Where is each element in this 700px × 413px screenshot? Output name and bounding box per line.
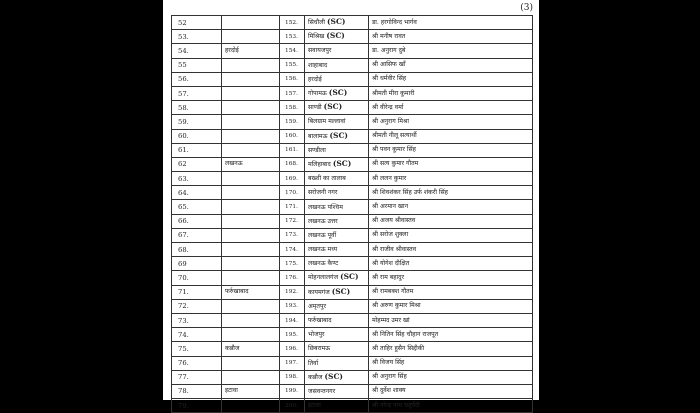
table-row	[172, 243, 533, 257]
table-row	[172, 384, 533, 398]
table-row	[172, 72, 533, 86]
table-row	[172, 271, 533, 285]
ac-number-cell: 194.	[280, 313, 305, 327]
candidate-cell: श्री वीरेन्द्र वर्मा	[369, 101, 533, 115]
district-cell	[222, 356, 280, 370]
page-number: (3)	[520, 3, 533, 13]
table-row	[172, 328, 533, 342]
candidate-cell: श्री ललन कुमार	[369, 172, 533, 186]
ac-number-cell: 168.	[280, 157, 305, 171]
table-row	[172, 143, 533, 157]
sc-reserved-tag: (SC)	[332, 158, 352, 168]
district-cell	[222, 243, 280, 257]
candidate-cell: श्रीमती नीलू सत्यार्थी	[369, 129, 533, 143]
table-row	[172, 157, 533, 171]
candidate-cell: श्री सरोज शुक्ला	[369, 228, 533, 242]
ac-number-cell: 159.	[280, 115, 305, 129]
district-cell	[222, 129, 280, 143]
district-cell	[222, 16, 280, 30]
constituency-cell	[305, 399, 369, 413]
ac-number-cell: 193.	[280, 299, 305, 313]
district-cell	[222, 299, 280, 313]
candidate-cell: श्री योगेश दीक्षित	[369, 257, 533, 271]
table-body	[172, 16, 533, 413]
ac-number-cell: 170.	[280, 186, 305, 200]
district-cell	[222, 200, 280, 214]
table-row	[172, 58, 533, 72]
ac-number-cell: 174.	[280, 243, 305, 257]
district-cell: हरदोई	[222, 44, 280, 58]
candidate-cell: श्री आसिफ खाँ	[369, 58, 533, 72]
table-row	[172, 214, 533, 228]
constituency-cell	[305, 257, 369, 271]
sc-reserved-tag: (SC)	[323, 102, 343, 112]
sc-reserved-tag: (SC)	[331, 286, 351, 296]
table-row	[172, 342, 533, 356]
constituency-name: अमृतपुर	[308, 302, 326, 310]
district-cell	[222, 399, 280, 413]
constituency-name: सिधौली	[308, 19, 325, 27]
constituency-cell	[305, 243, 369, 257]
ac-number-cell: 198.	[280, 370, 305, 384]
constituency-name: साण्डी	[308, 104, 322, 112]
ac-number-cell: 161.	[280, 143, 305, 157]
constituency-cell	[305, 200, 369, 214]
ac-number-cell: 160.	[280, 129, 305, 143]
candidate-cell: श्री अनुराग सिंह	[369, 370, 533, 384]
serial-number-cell: 60.	[172, 129, 222, 143]
constituency-cell	[305, 157, 369, 171]
serial-number-cell: 77.	[172, 370, 222, 384]
serial-number-cell: 70.	[172, 271, 222, 285]
constituency-cell	[305, 370, 369, 384]
constituency-name: सरोजनी नगर	[308, 189, 338, 197]
constituency-name: तिर्वा	[308, 359, 319, 367]
ac-number-cell: 171.	[280, 200, 305, 214]
ac-number-cell: 192.	[280, 285, 305, 299]
ac-number-cell: 155.	[280, 58, 305, 72]
candidate-cell: श्री अरमान खान	[369, 200, 533, 214]
candidate-cell: श्री मनीष रावत	[369, 30, 533, 44]
ac-number-cell: 156.	[280, 72, 305, 86]
district-cell	[222, 30, 280, 44]
district-cell	[222, 72, 280, 86]
constituency-cell	[305, 86, 369, 100]
ac-number-cell: 157.	[280, 86, 305, 100]
serial-number-cell: 54.	[172, 44, 222, 58]
table-row	[172, 30, 533, 44]
constituency-name: लखनऊ मध्य	[308, 246, 338, 254]
candidate-cell: श्रीमती मीरा कुमारी	[369, 86, 533, 100]
candidate-cell: श्री नरेन्द्र नाथ चतुर्वेदी	[369, 399, 533, 413]
serial-number-cell: 78.	[172, 384, 222, 398]
ac-number-cell: 197.	[280, 356, 305, 370]
constituency-cell	[305, 172, 369, 186]
constituency-cell	[305, 228, 369, 242]
district-cell	[222, 370, 280, 384]
district-cell	[222, 143, 280, 157]
serial-number-cell: 64.	[172, 186, 222, 200]
constituency-cell	[305, 214, 369, 228]
serial-number-cell: 68.	[172, 243, 222, 257]
candidate-cell: श्री धर्मवीर सिंह	[369, 72, 533, 86]
table-row	[172, 228, 533, 242]
sc-reserved-tag: (SC)	[326, 31, 345, 41]
constituency-name: फर्रुखाबाद	[308, 317, 332, 325]
constituency-name: लखनऊ कैण्ट	[308, 260, 339, 268]
serial-number-cell: 65.	[172, 200, 222, 214]
constituency-name: भोजपुर	[308, 331, 325, 339]
table-row	[172, 115, 533, 129]
constituency-name: मलिहाबाद	[308, 160, 331, 168]
serial-number-cell: 67.	[172, 228, 222, 242]
constituency-name: लखनऊ पूर्वी	[308, 231, 337, 239]
district-cell	[222, 115, 280, 129]
table-row	[172, 257, 533, 271]
ac-number-cell: 173.	[280, 228, 305, 242]
serial-number-cell: 63.	[172, 172, 222, 186]
constituency-name: लखनऊ उत्तर	[308, 217, 338, 225]
serial-number-cell: 59.	[172, 115, 222, 129]
serial-number-cell: 71.	[172, 285, 222, 299]
constituency-cell	[305, 129, 369, 143]
table-row	[172, 285, 533, 299]
constituency-cell	[305, 313, 369, 327]
constituency-name: हरदोई	[308, 75, 322, 83]
constituency-name: गोपामऊ	[308, 90, 327, 98]
serial-number-cell: 61.	[172, 143, 222, 157]
constituency-cell	[305, 44, 369, 58]
ac-number-cell: 169.	[280, 172, 305, 186]
serial-number-cell: 69	[172, 257, 222, 271]
table-row	[172, 313, 533, 327]
constituency-cell	[305, 186, 369, 200]
constituency-cell	[305, 58, 369, 72]
table-row	[172, 186, 533, 200]
constituency-name: जसवन्तनगर	[308, 387, 336, 395]
table-row	[172, 129, 533, 143]
serial-number-cell: 55	[172, 58, 222, 72]
constituency-name: सवायजपुर	[308, 47, 332, 55]
candidate-cell: डा. अनुराग दुबे	[369, 44, 533, 58]
document-page	[163, 0, 539, 410]
candidate-cell: श्री राजीव श्रीवास्तव	[369, 243, 533, 257]
serial-number-cell: 72.	[172, 299, 222, 313]
sc-reserved-tag: (SC)	[328, 88, 348, 98]
candidate-cell: श्री शिवशंकर सिंह उर्फ शंकरी सिंह	[369, 186, 533, 200]
district-cell	[222, 214, 280, 228]
constituency-name: शाहाबाद	[308, 61, 328, 69]
ac-number-cell: 195.	[280, 328, 305, 342]
district-cell: इटावा	[222, 384, 280, 398]
constituency-cell	[305, 285, 369, 299]
candidate-table	[171, 15, 533, 413]
serial-number-cell: 76.	[172, 356, 222, 370]
district-cell	[222, 257, 280, 271]
candidate-cell: श्री ताहिर हुसैन सिद्दीकी	[369, 342, 533, 356]
district-cell	[222, 101, 280, 115]
constituency-name: कन्नौज	[308, 373, 323, 381]
serial-number-cell: 66.	[172, 214, 222, 228]
constituency-cell	[305, 16, 369, 30]
constituency-name: मोहनलालगंज	[308, 274, 339, 282]
serial-number-cell: 73.	[172, 313, 222, 327]
district-cell: कन्नौज	[222, 342, 280, 356]
candidate-cell: मोहम्मद उमर खां	[369, 313, 533, 327]
table-row	[172, 16, 533, 30]
district-cell	[222, 172, 280, 186]
table-row	[172, 172, 533, 186]
candidate-cell: श्री रामबक्श गौतम	[369, 285, 533, 299]
sc-reserved-tag: (SC)	[329, 130, 348, 140]
ac-number-cell: 172.	[280, 214, 305, 228]
candidate-cell: श्री नितिन सिंह चौहान राजपूत	[369, 328, 533, 342]
constituency-name: बिलग्राम मल्लावां	[308, 118, 346, 126]
ac-number-cell: 196.	[280, 342, 305, 356]
sc-reserved-tag: (SC)	[324, 371, 343, 381]
ac-number-cell: 153.	[280, 30, 305, 44]
district-cell: लखनऊ	[222, 157, 280, 171]
serial-number-cell: 58.	[172, 101, 222, 115]
table-row	[172, 370, 533, 384]
constituency-cell	[305, 328, 369, 342]
constituency-cell	[305, 384, 369, 398]
candidate-cell: श्री विजय सिंह	[369, 356, 533, 370]
constituency-name: सण्डीला	[308, 146, 326, 154]
candidate-cell: श्री अरुण कुमार मिश्रा	[369, 299, 533, 313]
ac-number-cell: 152.	[280, 16, 305, 30]
serial-number-cell: 53.	[172, 30, 222, 44]
ac-number-cell: 154.	[280, 44, 305, 58]
constituency-cell	[305, 101, 369, 115]
ac-number-cell: 158.	[280, 101, 305, 115]
serial-number-cell: 75.	[172, 342, 222, 356]
candidate-cell: श्री अजय श्रीवास्तव	[369, 214, 533, 228]
table-row	[172, 86, 533, 100]
constituency-cell	[305, 72, 369, 86]
constituency-cell	[305, 342, 369, 356]
district-cell	[222, 313, 280, 327]
district-cell	[222, 271, 280, 285]
table-row	[172, 44, 533, 58]
district-cell	[222, 86, 280, 100]
serial-number-cell: 57.	[172, 86, 222, 100]
district-cell: फर्रुखाबाद	[222, 285, 280, 299]
table-row	[172, 356, 533, 370]
constituency-cell	[305, 299, 369, 313]
serial-number-cell: 56.	[172, 72, 222, 86]
constituency-name: कायमगंज	[308, 288, 330, 296]
serial-number-cell: 74.	[172, 328, 222, 342]
district-cell	[222, 328, 280, 342]
candidate-cell: डा. हरगोविन्द भार्गव	[369, 16, 533, 30]
constituency-name: बालामऊ	[308, 132, 328, 140]
constituency-cell	[305, 115, 369, 129]
constituency-cell	[305, 143, 369, 157]
district-cell	[222, 228, 280, 242]
constituency-cell	[305, 356, 369, 370]
candidate-cell: श्री राम बहादुर	[369, 271, 533, 285]
constituency-name: मिश्रिख	[308, 33, 325, 41]
ac-number-cell: 200.	[280, 399, 305, 413]
constituency-name: लखनऊ पश्चिम	[308, 203, 343, 211]
constituency-name: छिबरामऊ	[308, 345, 331, 353]
candidate-cell: श्री सत्य कुमार गौतम	[369, 157, 533, 171]
sc-reserved-tag: (SC)	[327, 17, 346, 27]
sc-reserved-tag: (SC)	[340, 272, 359, 282]
constituency-cell	[305, 271, 369, 285]
ac-number-cell: 176.	[280, 271, 305, 285]
ac-number-cell: 175.	[280, 257, 305, 271]
ac-number-cell: 199.	[280, 384, 305, 398]
table-row	[172, 299, 533, 313]
constituency-name: बख्शी का तालाब	[308, 175, 346, 183]
serial-number-cell: 62	[172, 157, 222, 171]
candidate-cell: श्री पवन कुमार सिंह	[369, 143, 533, 157]
table-row	[172, 200, 533, 214]
serial-number-cell: 79.	[172, 399, 222, 413]
candidate-cell: श्री अनुराग मिश्रा	[369, 115, 533, 129]
table-row	[172, 399, 533, 413]
serial-number-cell: 52	[172, 16, 222, 30]
constituency-name: इटावा	[308, 402, 321, 410]
district-cell	[222, 58, 280, 72]
candidate-cell: श्री दुर्वेश शाक्य	[369, 384, 533, 398]
district-cell	[222, 186, 280, 200]
constituency-cell	[305, 30, 369, 44]
table-row	[172, 101, 533, 115]
